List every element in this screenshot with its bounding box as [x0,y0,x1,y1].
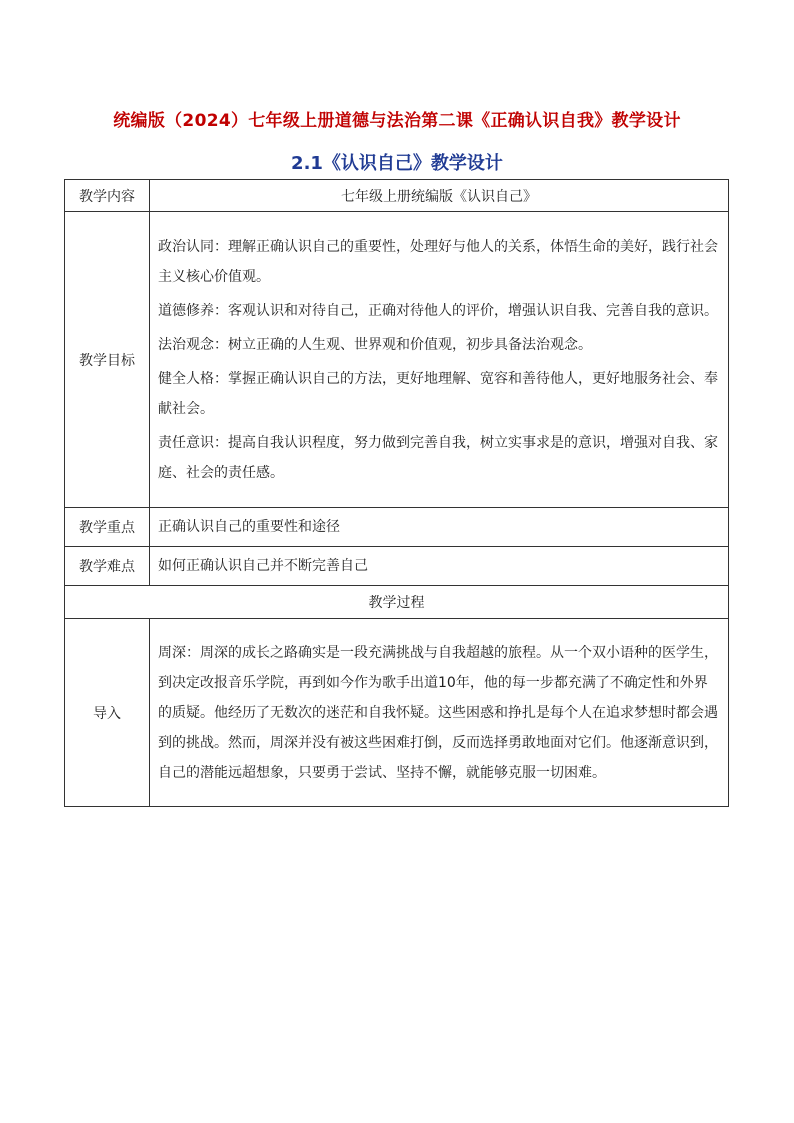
table-row [65,508,729,547]
document-title: 统编版（2024）七年级上册道德与法治第二课《正确认识自我》教学设计 [113,111,681,131]
goal-item: 健全人格：掌握正确认识自己的方法，更好地理解、宽容和善待他人，更好地服务社会、奉献社会。 [158,370,718,417]
goals-list [150,212,729,508]
table-row [65,212,729,508]
process-header: 教学过程 [65,586,729,619]
row-label-intro: 导入 [65,619,150,807]
goal-item: 政治认同：理解正确认识自己的重要性，处理好与他人的关系，体悟生命的美好，践行社会主义核心价值观。 [158,238,718,285]
table-row [65,586,729,619]
table-row [65,180,729,212]
row-label-content: 教学内容 [65,180,150,212]
goal-item: 道德修养：客观认识和对待自己，正确对待他人的评价，增强认识自我、完善自我的意识。 [158,302,718,319]
content-value: 七年级上册统编版《认识自己》 [150,180,729,212]
row-label-goals: 教学目标 [65,212,150,508]
goal-item: 责任意识：提高自我认识程度，努力做到完善自我，树立实事求是的意识，增强对自我、家庭、社会的责任感。 [158,434,718,481]
document-subtitle: 2.1《认识自己》教学设计 [291,153,503,174]
row-label-key: 教学重点 [65,508,150,547]
table-row [65,547,729,586]
key-value: 正确认识自己的重要性和途径 [150,508,729,547]
row-label-difficulty: 教学难点 [65,547,150,586]
difficulty-value: 如何正确认识自己并不断完善自己 [150,547,729,586]
lesson-plan-table [64,179,729,807]
goal-item: 法治观念：树立正确的人生观、世界观和价值观，初步具备法治观念。 [158,336,592,353]
table-row [65,619,729,807]
intro-value: 周深：周深的成长之路确实是一段充满挑战与自我超越的旅程。从一个双小语种的医学生，到决定改报音乐学院，再到如今作为歌手出道10年，他的每一步都充满了不确定性和外界的质疑。他经历了无数次的迷茫和自我怀疑。这些困惑和挣扎是每个人在追求梦想时都会遇到的挑战。然而，周深并没有被这些困难打倒，反而选择勇敢地面对它们。他逐渐意识到，自己的潜能远超想象，只要勇于尝试、坚持不懈，就能够克服一切困难。 [150,619,729,807]
